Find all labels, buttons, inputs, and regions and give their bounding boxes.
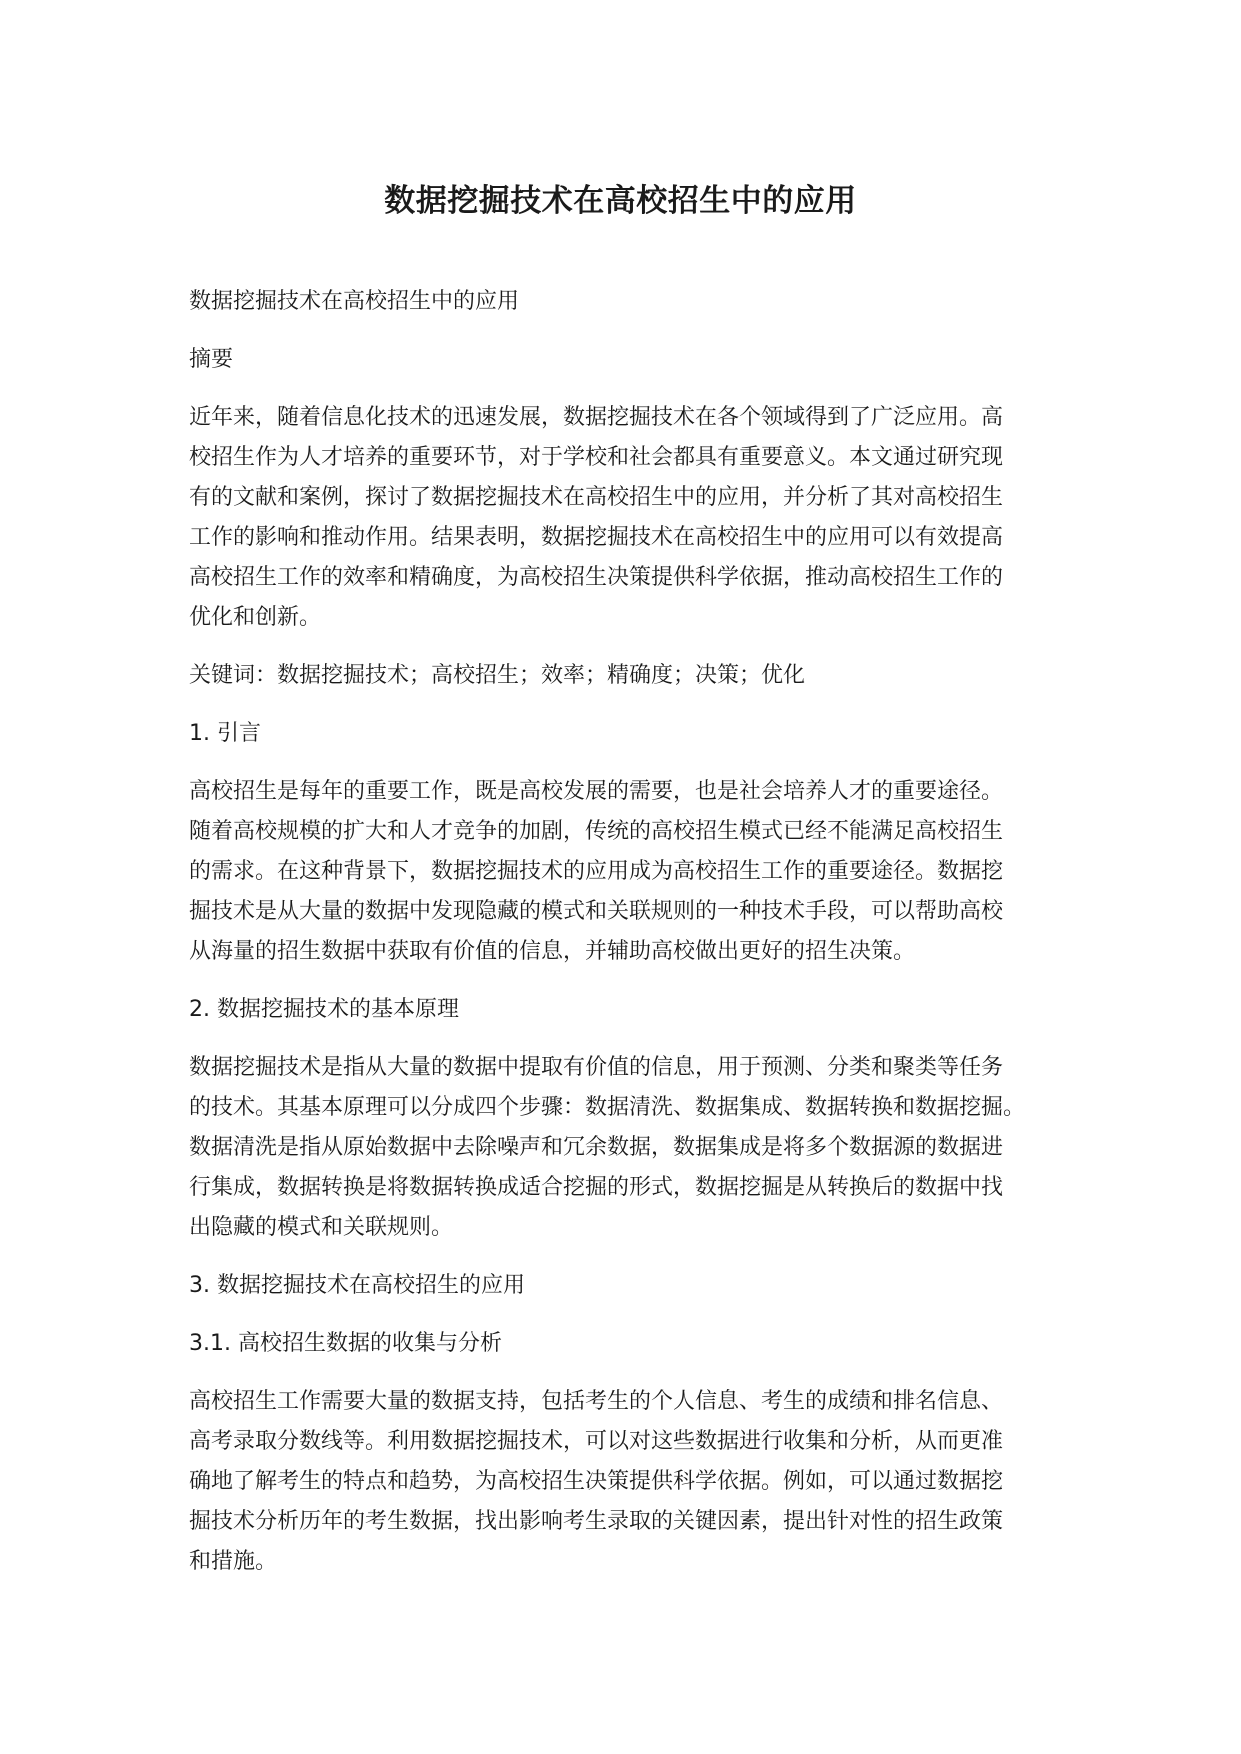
- text-line: 近年来，随着信息化技术的迅速发展，数据挖掘技术在各个领域得到了广泛应用。高: [189, 405, 1004, 430]
- text-line: 高考录取分数线等。利用数据挖掘技术，可以对这些数据进行收集和分析，从而更准: [189, 1429, 1004, 1454]
- section-heading-3: [189, 1266, 1049, 1306]
- subtitle: [189, 282, 1049, 322]
- text-line: 2. 数据挖掘技术的基本原理: [189, 997, 459, 1022]
- subsection-heading-3-1: [189, 1324, 1049, 1364]
- section-1-paragraph: [189, 772, 1049, 972]
- text-line: 关键词：数据挖掘技术；高校招生；效率；精确度；决策；优化: [189, 663, 806, 688]
- section-2-paragraph: [189, 1048, 1049, 1248]
- document-title: 数据挖掘技术在高校招生中的应用: [384, 183, 857, 219]
- text-line: 3.1. 高校招生数据的收集与分析: [189, 1331, 502, 1356]
- text-line: 有的文献和案例，探讨了数据挖掘技术在高校招生中的应用，并分析了其对高校招生: [189, 485, 1004, 510]
- text-line: 工作的影响和推动作用。结果表明，数据挖掘技术在高校招生中的应用可以有效提高: [189, 525, 1004, 550]
- text-line: 掘技术分析历年的考生数据，找出影响考生录取的关键因素，提出针对性的招生政策: [189, 1509, 1004, 1534]
- text-line: 随着高校规模的扩大和人才竞争的加剧，传统的高校招生模式已经不能满足高校招生: [189, 819, 1004, 844]
- document-body: [189, 282, 1049, 1600]
- text-line: 高校招生工作的效率和精确度，为高校招生决策提供科学依据，推动高校招生工作的: [189, 565, 1004, 590]
- text-line: 和措施。: [189, 1549, 278, 1574]
- text-line: 摘要: [189, 347, 234, 372]
- keywords: [189, 656, 1049, 696]
- text-line: 确地了解考生的特点和趋势，为高校招生决策提供科学依据。例如，可以通过数据挖: [189, 1469, 1004, 1494]
- text-line: 从海量的招生数据中获取有价值的信息，并辅助高校做出更好的招生决策。: [189, 939, 916, 964]
- section-heading-1: [189, 714, 1049, 754]
- text-line: 数据清洗是指从原始数据中去除噪声和冗余数据，数据集成是将多个数据源的数据进: [189, 1135, 1004, 1160]
- text-line: 掘技术是从大量的数据中发现隐藏的模式和关联规则的一种技术手段，可以帮助高校: [189, 899, 1004, 924]
- text-line: 3. 数据挖掘技术在高校招生的应用: [189, 1273, 525, 1298]
- text-line: 行集成，数据转换是将数据转换成适合挖掘的形式，数据挖掘是从转换后的数据中找: [189, 1175, 1004, 1200]
- text-line: 高校招生是每年的重要工作，既是高校发展的需要，也是社会培养人才的重要途径。: [189, 779, 1004, 804]
- text-line: 的需求。在这种背景下，数据挖掘技术的应用成为高校招生工作的重要途径。数据挖: [189, 859, 1004, 884]
- abstract-heading: [189, 340, 1049, 380]
- text-line: 数据挖掘技术是指从大量的数据中提取有价值的信息，用于预测、分类和聚类等任务: [189, 1055, 1004, 1080]
- text-line: 出隐藏的模式和关联规则。: [189, 1215, 454, 1240]
- text-line: 数据挖掘技术在高校招生中的应用: [189, 289, 520, 314]
- abstract-paragraph: [189, 398, 1049, 638]
- text-line: 的技术。其基本原理可以分成四个步骤：数据清洗、数据集成、数据转换和数据挖掘。: [189, 1095, 1026, 1120]
- text-line: 校招生作为人才培养的重要环节，对于学校和社会都具有重要意义。本文通过研究现: [189, 445, 1004, 470]
- text-line: 优化和创新。: [189, 605, 322, 630]
- text-line: 1. 引言: [189, 721, 261, 746]
- subsection-3-1-paragraph: [189, 1382, 1049, 1582]
- text-line: 高校招生工作需要大量的数据支持，包括考生的个人信息、考生的成绩和排名信息、: [189, 1389, 1004, 1414]
- section-heading-2: [189, 990, 1049, 1030]
